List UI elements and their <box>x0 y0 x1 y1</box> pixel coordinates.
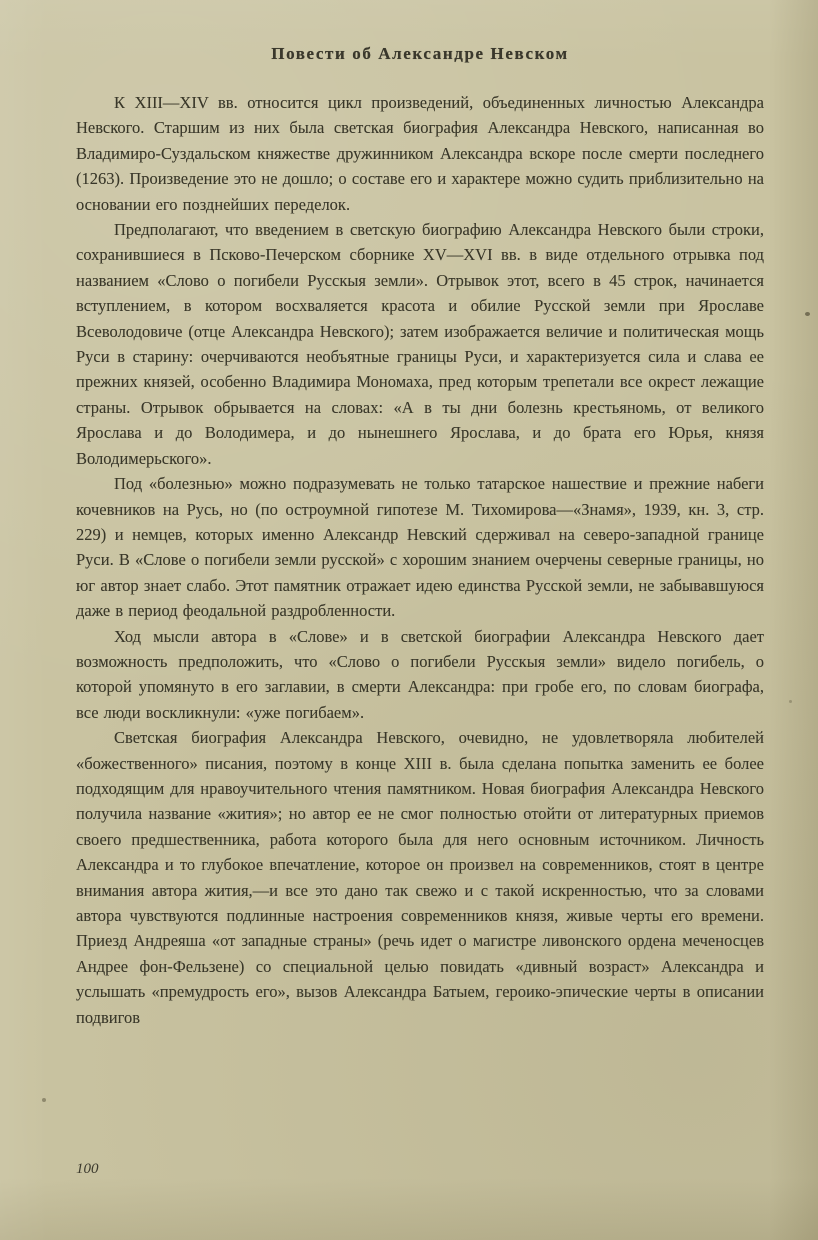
ink-speck <box>789 700 792 703</box>
paragraph: Ход мысли автора в «Слове» и в светской биографии Александра Невского дает возможность предположить, что «Слово о погибели Русскыя земли» видело погибель, о которой упомянуто в его заглавии, в смерти Александра: при гробе его, по словам биографа, все люди воскликнули: «уже погибаем». <box>76 626 764 722</box>
paragraph: Светская биография Александра Невского, очевидно, не удовлетворяла любителей «божественного» писания, поэтому в конце XIII в. была сделана попытка заменить ее более подходящим для нравоучительного чтения памятником. Новая биография Александра Невского получила название «жития»; но автор ее не смог полностью отойти от литературных приемов своего предшественника, работа которого была для него основным источником. Личность Александра и то глубокое впечатление, которое он произвел на современников, стоят в центре внимания автора жития,—и все это дано так свежо и с такой искренностью, что за словами автора чувствуются подлинные настроения современников князя, живые черты его времени. Приезд Андреяша «от западные страны» (речь идет о магистре ливонского ордена меченосцев Андрее фон-Фельзене) со специальной целью повидать «дивный возраст» Александра и услышать «премудрость его», вызов Александра Батыем, героико-эпические черты в описании подвигов <box>76 728 764 1027</box>
page-number: 100 <box>76 1161 99 1177</box>
paragraph: Под «болезнью» можно подразумевать не только татарское нашествие и прежние набеги кочевников на Русь, но (по остроумной гипотезе М. Тихомирова—«Знамя», 1939, кн. 3, стр. 229) и немцев, которых именно Александр Невский сдерживал на северо-западной границе Руси. В «Слове о погибели земли русской» с хорошим знанием очерчены северные границы, но юг автор знает слабо. Этот памятник отражает идею единства Русской земли, не забывавшуюся даже в период феодальной раздробленности. <box>76 474 764 621</box>
ink-speck <box>805 312 810 316</box>
page-title: Повести об Александре Невском <box>271 44 569 63</box>
ink-speck <box>42 1098 46 1102</box>
paragraph: Предполагают, что введением в светскую биографию Александра Невского были строки, сохранившиеся в Псково-Печерском сборнике XV—XVI вв. в виде отдельного отрывка под названием «Слово о погибели Русскыя земли». Отрывок этот, всего в 45 строк, начинается вступлением, в котором восхваляется красота и обилие Русской земли при Ярославе Всеволодовиче (отце Александра Невского); затем изображается величие и политическая мощь Руси в старину: очерчиваются необъятные границы Руси, и характеризуется сила и слава ее прежних князей, особенно Владимира Мономаха, пред которым трепетали все окрест лежащие страны. Отрывок обрывается на словах: «А в ты дни болезнь крестьяномь, от великого Ярослава и до Володимера, и до нынешнего Ярослава, и до брата его Юрья, князя Володимерьского». <box>76 220 764 468</box>
paragraph: К XIII—XIV вв. относится цикл произведений, объединенных личностью Александра Невского. Старшим из них была светская биография Александра Невского, написанная во Владимиро-Суздальском княжестве дружинником Александра вскоре после смерти последнего (1263). Произведение это не дошло; о составе его и характере можно судить приблизительно на основании его позднейших переделок. <box>76 93 764 214</box>
text-block <box>76 44 764 1030</box>
